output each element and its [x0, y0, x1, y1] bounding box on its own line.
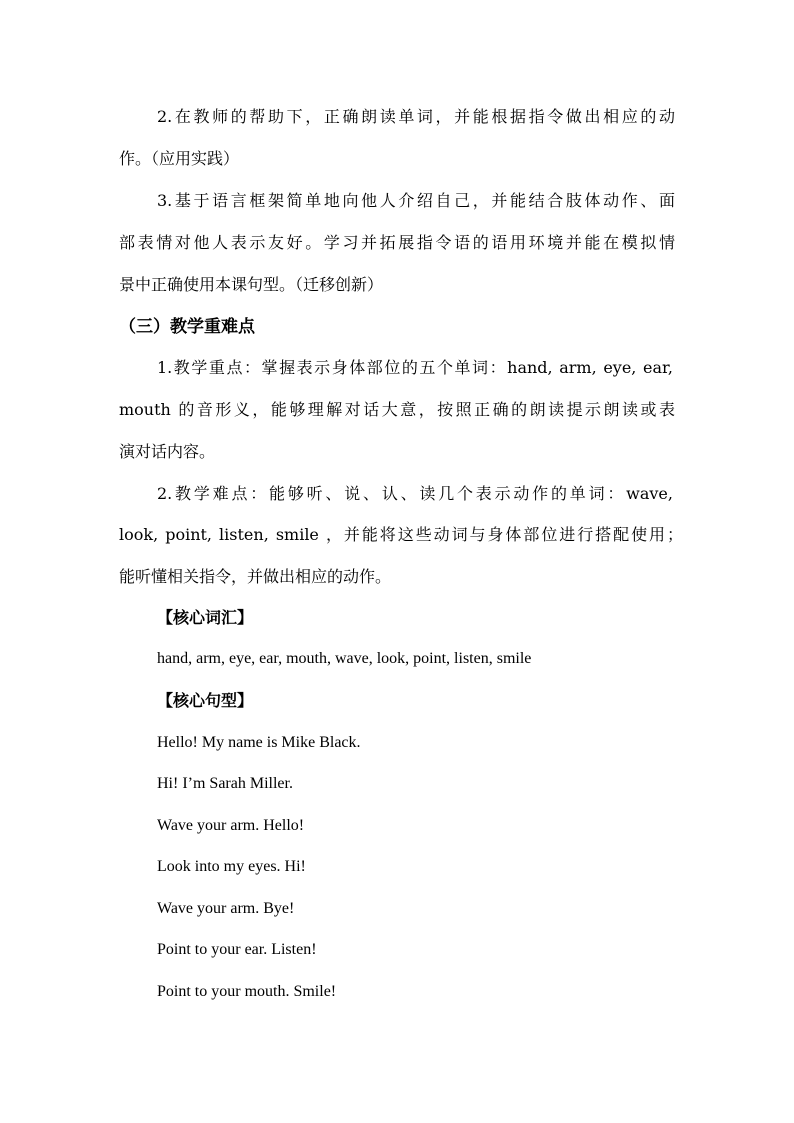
difficult-point-line-1: 2.教学难点：能够听、说、认、读几个表示动作的单词：wave,: [157, 484, 673, 503]
core-sentence-item: Look into my eyes. Hi!: [157, 858, 306, 875]
core-sentence-item: Hi! I’m Sarah Miller.: [157, 775, 293, 792]
difficult-point-line-3: 能听懂相关指令，并做出相应的动作。: [119, 567, 392, 586]
key-point-line-2: mouth 的音形义，能够理解对话大意，按照正确的朗读提示朗读或表: [119, 400, 675, 419]
core-sentence-item: Point to your mouth. Smile!: [157, 983, 337, 1000]
objective-2-line-2: 作。（应用实践）: [119, 149, 240, 168]
objective-3-line-2: 部表情对他人表示友好。学习并拓展指令语的语用环境并能在模拟情: [119, 233, 675, 252]
section-heading-key-difficult-points: （三）教学重难点: [119, 317, 255, 337]
core-sentence-item: Wave your arm. Hello!: [157, 817, 305, 834]
core-vocab-heading: 【核心词汇】: [157, 608, 254, 627]
core-sentence-item: Wave your arm. Bye!: [157, 900, 295, 917]
key-point-line-1: 1.教学重点：掌握表示身体部位的五个单词：hand, arm, eye, ear,: [157, 358, 673, 377]
key-point-line-3: 演对话内容。: [119, 442, 216, 461]
objective-2-line-1: 2.在教师的帮助下，正确朗读单词，并能根据指令做出相应的动: [157, 107, 675, 126]
difficult-point-line-2: look, point, listen, smile ，并能将这些动词与身体部位进行搭配使用；: [119, 525, 683, 544]
core-sentence-item: Point to your ear. Listen!: [157, 941, 317, 958]
core-sentences-heading: 【核心句型】: [157, 691, 254, 710]
objective-3-line-1: 3.基于语言框架简单地向他人介绍自己，并能结合肢体动作、面: [157, 191, 675, 210]
core-vocab-words: hand, arm, eye, ear, mouth, wave, look, point, listen, smile: [157, 650, 532, 667]
core-sentence-item: Hello! My name is Mike Black.: [157, 734, 361, 751]
objective-3-line-3: 景中正确使用本课句型。（迁移创新）: [119, 275, 384, 294]
